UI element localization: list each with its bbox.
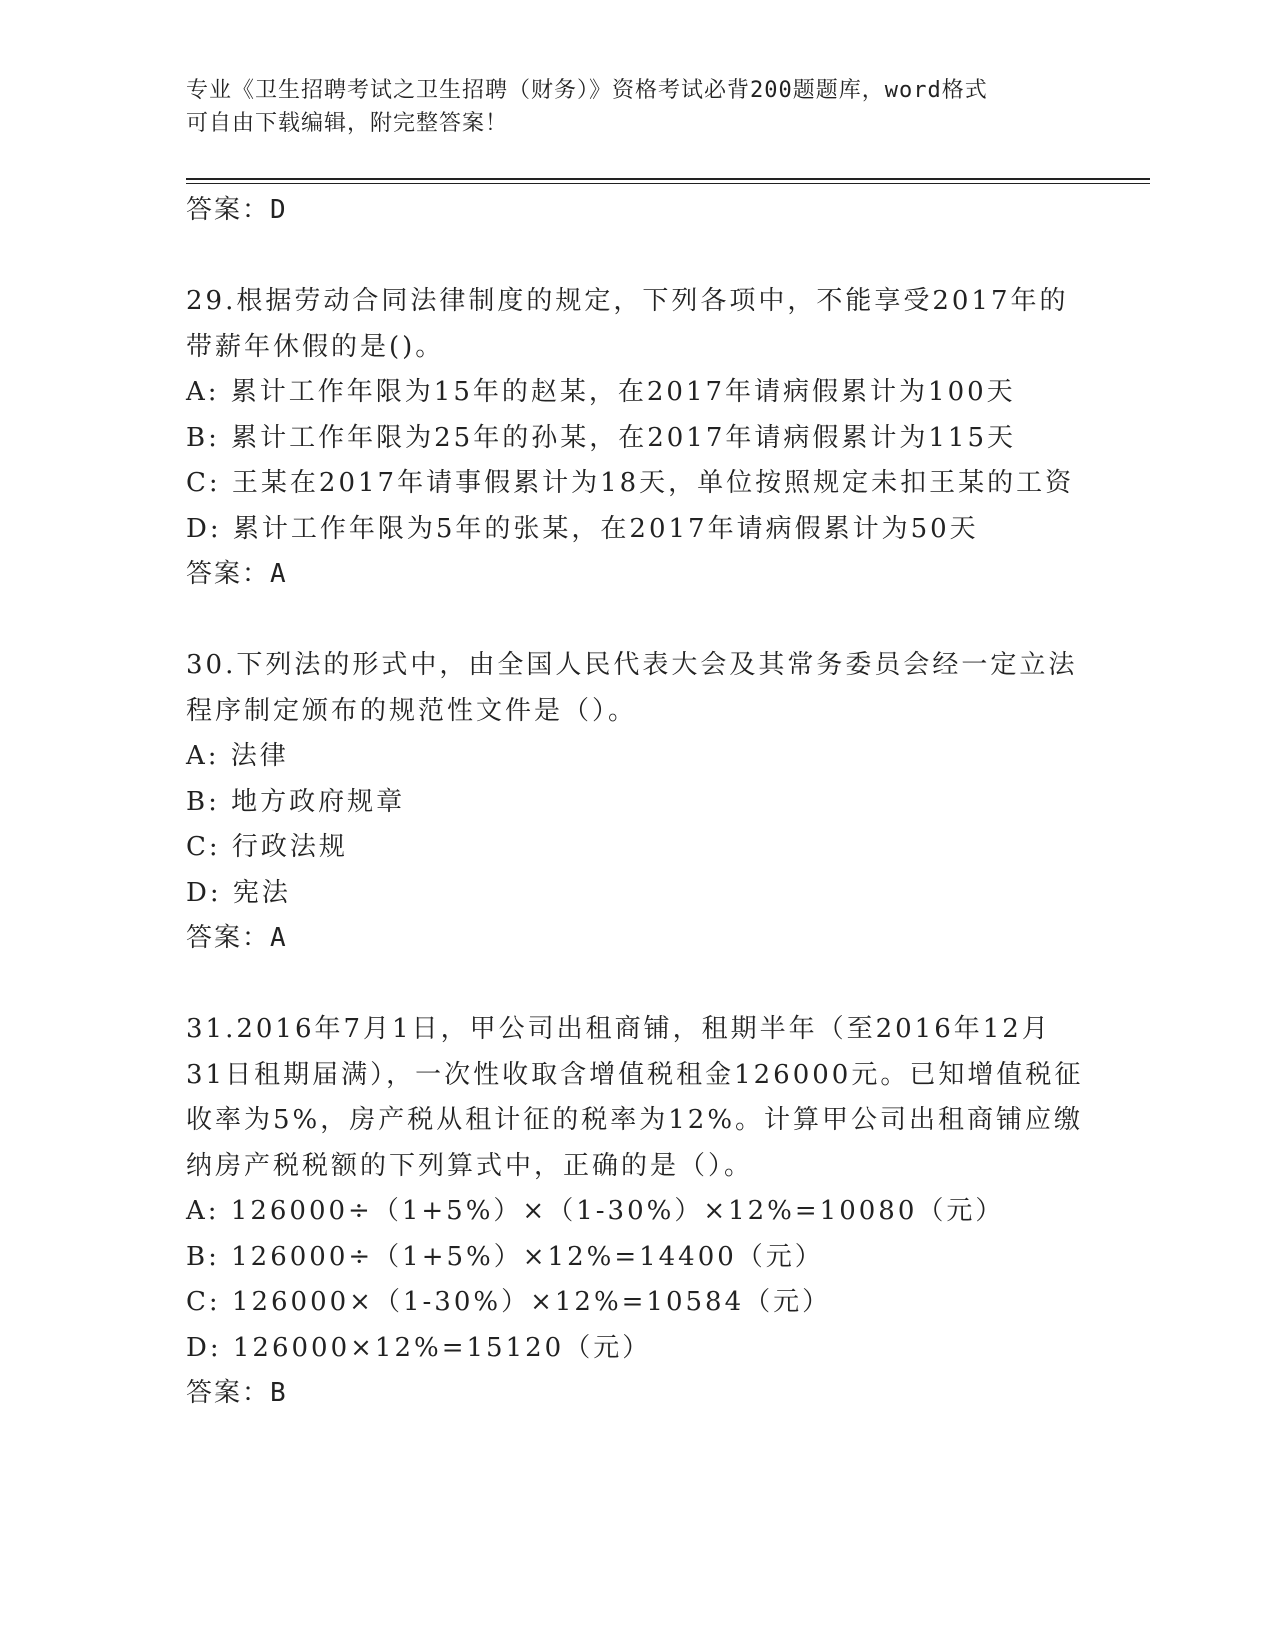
option-a: A: 法律 — [186, 741, 289, 771]
question-30 — [186, 643, 1086, 962]
option-a: A: 累计工作年限为15年的赵某，在2017年请病假累计为100天 — [186, 377, 1016, 407]
previous-answer: 答案：D — [186, 195, 288, 225]
question-list — [186, 188, 1086, 1417]
header-rule-thin — [186, 183, 1150, 184]
spacer — [186, 598, 1086, 644]
document-header — [186, 74, 1066, 140]
question-stem-line: 31.2016年7月1日，甲公司出租商铺，租期半年（至2016年12月 — [186, 1014, 1051, 1044]
answer: 答案：A — [186, 923, 288, 953]
option-a: A: 126000÷（1+5%）×（1-30%）×12%=10080（元） — [186, 1196, 1005, 1226]
question-stem-line: 29.根据劳动合同法律制度的规定，下列各项中，不能享受2017年的 — [186, 286, 1069, 316]
option-c: C: 王某在2017年请事假累计为18天，单位按照规定未扣王某的工资 — [186, 468, 1075, 498]
header-line-1: 专业《卫生招聘考试之卫生招聘（财务）》资格考试必背200题题库，word格式 — [186, 78, 988, 103]
question-stem-line: 带薪年休假的是()。 — [186, 331, 445, 362]
option-c: C: 行政法规 — [186, 832, 348, 862]
option-b: B: 126000÷（1+5%）×12%=14400（元） — [186, 1241, 824, 1272]
option-d: D: 126000×12%=15120（元） — [186, 1332, 652, 1363]
spacer — [186, 962, 1086, 1008]
question-stem-line: 31日租期届满），一次性收取含增值税租金126000元。已知增值税征 — [186, 1059, 1084, 1090]
spacer — [186, 234, 1086, 280]
answer: 答案：B — [186, 1378, 288, 1408]
option-d: D: 累计工作年限为5年的张某，在2017年请病假累计为50天 — [186, 513, 979, 544]
option-d: D: 宪法 — [186, 877, 291, 908]
question-stem-line: 收率为5%，房产税从租计征的税率为12%。计算甲公司出租商铺应缴 — [186, 1105, 1084, 1135]
option-b: B: 累计工作年限为25年的孙某，在2017年请病假累计为115天 — [186, 422, 1017, 453]
header-line-2: 可自由下载编辑，附完整答案！ — [186, 111, 509, 136]
question-31 — [186, 1007, 1086, 1417]
question-stem-line: 纳房产税税额的下列算式中，正确的是（）。 — [186, 1150, 754, 1181]
question-stem-line: 30.下列法的形式中，由全国人民代表大会及其常务委员会经一定立法 — [186, 650, 1078, 680]
question-stem-line: 程序制定颁布的规范性文件是（）。 — [186, 695, 638, 726]
header-rule-thick — [186, 178, 1150, 180]
option-c: C: 126000×（1-30%）×12%=10584（元） — [186, 1287, 832, 1317]
answer: 答案：A — [186, 559, 288, 589]
option-b: B: 地方政府规章 — [186, 786, 406, 817]
question-29 — [186, 279, 1086, 598]
